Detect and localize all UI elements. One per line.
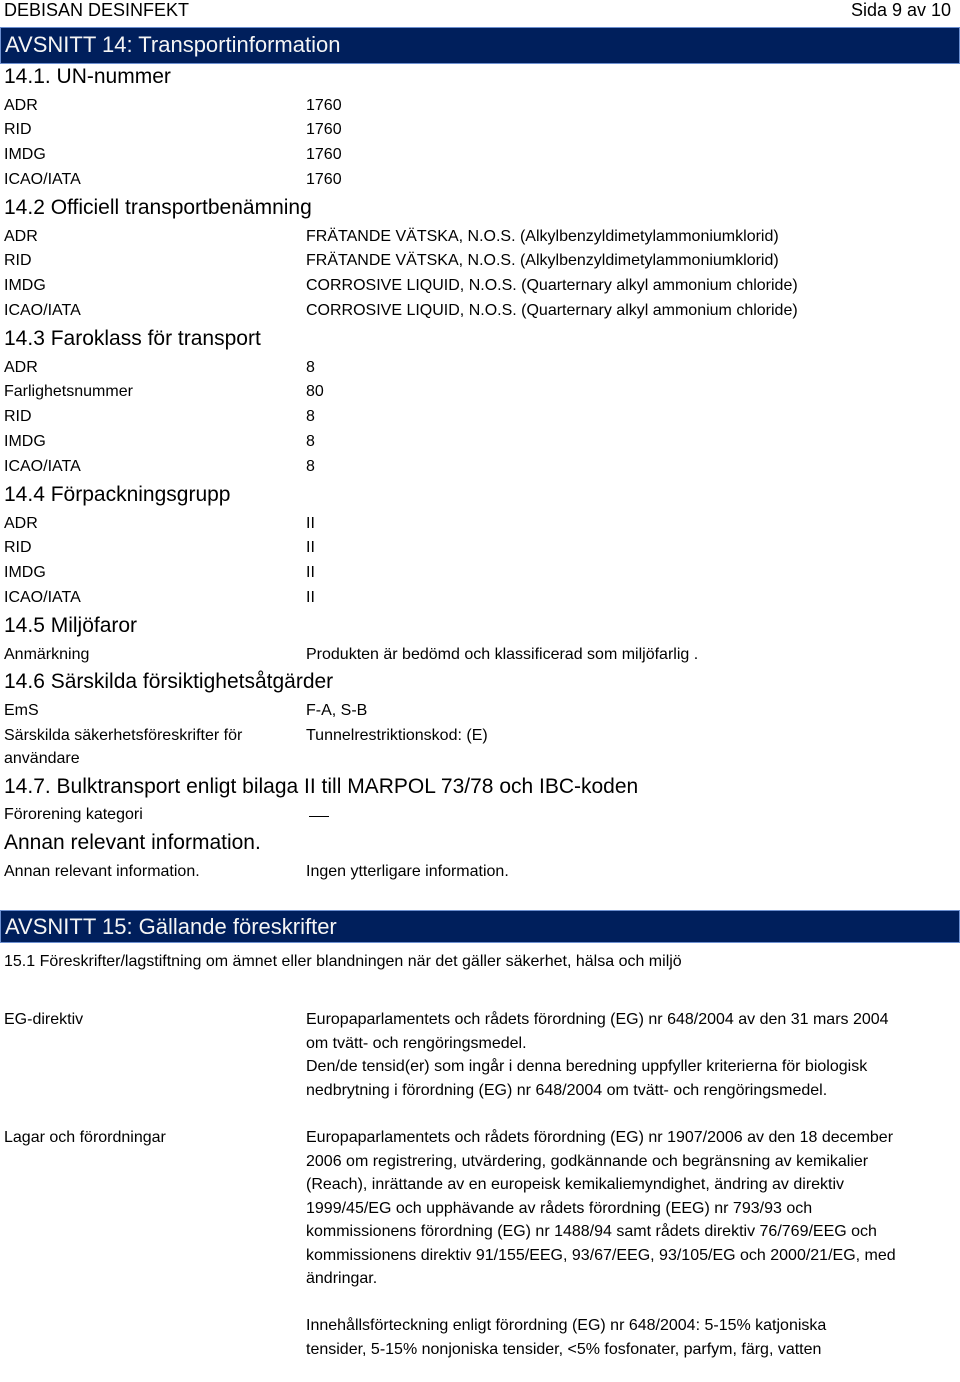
row-value: II <box>306 589 315 606</box>
section-15-title: AVSNITT 15: Gällande föreskrifter <box>5 914 337 939</box>
row-label: Farlighetsnummer <box>4 383 133 400</box>
row-value: II <box>306 515 315 532</box>
section-15-banner <box>0 910 960 943</box>
ingredients-text: Innehållsförteckning enligt förordning (EG) nr 648/2004: 5-15% katjoniska tensider, 5-15% nonjoniska tensider, <5% fosfonater, parfym, färg, vatten <box>306 1317 827 1358</box>
row-label: ADR <box>4 515 38 532</box>
row-value: Ingen ytterligare information. <box>306 863 509 880</box>
heading-14-4: 14.4 Förpackningsgrupp <box>4 483 231 506</box>
row-label: ICAO/IATA <box>4 171 81 188</box>
heading-15-1: 15.1 Föreskrifter/lagstiftning om ämnet eller blandningen när det gäller säkerhet, hälsa och miljö <box>4 953 682 970</box>
row-value: FRÄTANDE VÄTSKA, N.O.S. (Alkylbenzyldimetylammoniumklorid) <box>306 228 779 245</box>
row-value: 8 <box>306 433 315 450</box>
row-value: 1760 <box>306 171 342 188</box>
eg-directive-text-2: Den/de tensid(er) som ingår i denna beredning uppfyller kriterierna för biologisk nedbrytning i förordning (EG) nr 648/2004 om tvätt- och rengöringsmedel. <box>306 1058 868 1099</box>
row-value: Tunnelrestriktionskod: (E) <box>306 727 488 744</box>
row-label: ADR <box>4 97 38 114</box>
row-label: EG-direktiv <box>4 1011 84 1028</box>
row-value: II <box>306 539 315 556</box>
heading-14-5: 14.5 Miljöfaror <box>4 614 138 637</box>
heading-14-7: 14.7. Bulktransport enligt bilaga II till MARPOL 73/78 och IBC-koden <box>4 775 639 798</box>
row-value: FRÄTANDE VÄTSKA, N.O.S. (Alkylbenzyldimetylammoniumklorid) <box>306 252 779 269</box>
row-label: Anmärkning <box>4 646 90 663</box>
row-label: EmS <box>4 702 39 719</box>
row-label: IMDG <box>4 146 46 163</box>
laws-text: Europaparlamentets och rådets förordning (EG) nr 1907/2006 av den 18 december 2006 om registrering, utvärdering, godkännande och begränsning av kemikalier (Reach), inrättande av en europeisk kemikaliemyndighet, ändring av direktiv 1999/45/EG och upphävande av rådets förordning (EEG) nr 793/93 och kommissionens förordning (EG) nr 1488/94 samt rådets direktiv 76/769/EEG och kommissionens direktiv 91/155/EEG, 93/67/EEG, 93/105/EG och 2000/21/EG, med ändringar. <box>306 1129 896 1287</box>
row-value: F-A, S-B <box>306 702 368 719</box>
row-label: Särskilda säkerhetsföreskrifter för <box>4 727 243 744</box>
row-label: IMDG <box>4 564 46 581</box>
row-value: CORROSIVE LIQUID, N.O.S. (Quarternary alkyl ammonium chloride) <box>306 277 798 294</box>
section-14-title: AVSNITT 14: Transportinformation <box>5 32 341 57</box>
row-value: Produkten är bedömd och klassificerad som miljöfarlig . <box>306 646 699 663</box>
eg-directive-text-1: Europaparlamentets och rådets förordning (EG) nr 648/2004 av den 31 mars 2004 om tvätt- och rengöringsmedel. <box>306 1011 889 1052</box>
row-value: 8 <box>306 359 315 376</box>
row-label: RID <box>4 121 32 138</box>
section-14-banner <box>0 27 960 64</box>
row-label: Förorening kategori <box>4 806 143 823</box>
row-label: ICAO/IATA <box>4 589 81 606</box>
row-label: RID <box>4 539 32 556</box>
row-value: 1760 <box>306 146 342 163</box>
row-label: ICAO/IATA <box>4 302 81 319</box>
document-title: DEBISAN DESINFEKT <box>4 0 190 20</box>
row-label: ICAO/IATA <box>4 458 81 475</box>
row-value: 8 <box>306 458 315 475</box>
row-label: IMDG <box>4 433 46 450</box>
row-value: II <box>306 564 315 581</box>
page-number: Sida 9 av 10 <box>851 0 952 20</box>
heading-other-info: Annan relevant information. <box>4 831 261 854</box>
row-label: RID <box>4 252 32 269</box>
heading-14-2: 14.2 Officiell transportbenämning <box>4 196 312 219</box>
row-value: 1760 <box>306 121 342 138</box>
row-label: ADR <box>4 359 38 376</box>
row-label: Lagar och förordningar <box>4 1129 166 1146</box>
row-value: CORROSIVE LIQUID, N.O.S. (Quarternary alkyl ammonium chloride) <box>306 302 798 319</box>
row-value: 80 <box>306 383 324 400</box>
heading-14-3: 14.3 Faroklass för transport <box>4 327 261 350</box>
heading-14-1: 14.1. UN-nummer <box>4 65 171 88</box>
row-value: 8 <box>306 408 315 425</box>
row-label: Annan relevant information. <box>4 863 200 880</box>
row-label: ADR <box>4 228 38 245</box>
row-label: IMDG <box>4 277 46 294</box>
heading-14-6: 14.6 Särskilda försiktighetsåtgärder <box>4 670 334 693</box>
empty-value-dash <box>309 816 329 817</box>
row-value: 1760 <box>306 97 342 114</box>
row-label: RID <box>4 408 32 425</box>
row-label: användare <box>4 750 80 767</box>
